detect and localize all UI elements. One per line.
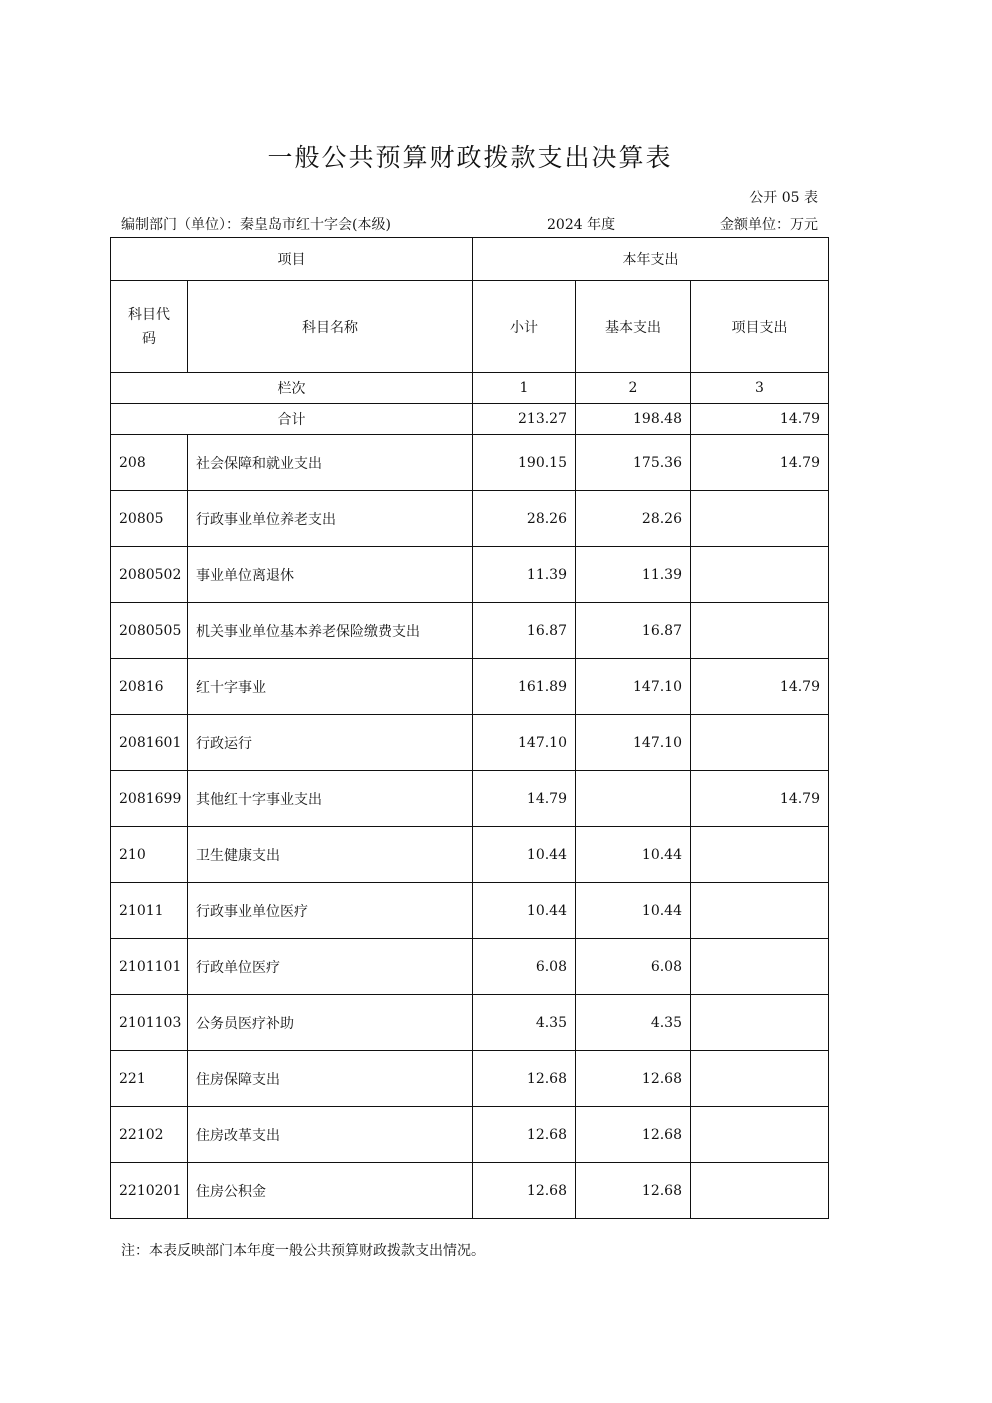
table-row	[111, 659, 829, 715]
row-subtotal: 190.15	[473, 435, 576, 491]
row-project: 14.79	[691, 771, 829, 827]
row-code: 22102	[111, 1107, 188, 1163]
row-project	[691, 883, 829, 939]
row-name: 社会保障和就业支出	[188, 435, 473, 491]
header-project: 项目	[111, 238, 473, 281]
row-name: 公务员医疗补助	[188, 995, 473, 1051]
row-basic: 175.36	[576, 435, 691, 491]
table-row	[111, 995, 829, 1051]
row-code: 2080502	[111, 547, 188, 603]
row-name: 机关事业单位基本养老保险缴费支出	[188, 603, 473, 659]
table-row	[111, 547, 829, 603]
row-basic: 4.35	[576, 995, 691, 1051]
row-project	[691, 547, 829, 603]
table-row	[111, 491, 829, 547]
meta-line	[121, 214, 818, 234]
header-subtotal: 小计	[473, 281, 576, 373]
table-row	[111, 715, 829, 771]
footnote: 注：本表反映部门本年度一般公共预算财政拨款支出情况。	[121, 1243, 485, 1259]
column-index-row	[111, 373, 829, 404]
row-name: 事业单位离退休	[188, 547, 473, 603]
row-basic: 147.10	[576, 715, 691, 771]
total-project: 14.79	[691, 404, 829, 435]
row-code: 2101101	[111, 939, 188, 995]
row-subtotal: 4.35	[473, 995, 576, 1051]
table-row	[111, 883, 829, 939]
col-index-label: 栏次	[111, 373, 473, 404]
row-basic	[576, 771, 691, 827]
row-project: 14.79	[691, 435, 829, 491]
table-row	[111, 1051, 829, 1107]
header-project-exp: 项目支出	[691, 281, 829, 373]
expenditure-table	[110, 237, 829, 1219]
header-basic: 基本支出	[576, 281, 691, 373]
row-name: 行政事业单位医疗	[188, 883, 473, 939]
row-project: 14.79	[691, 659, 829, 715]
row-subtotal: 10.44	[473, 827, 576, 883]
header-code	[111, 281, 188, 373]
row-code: 21011	[111, 883, 188, 939]
total-subtotal: 213.27	[473, 404, 576, 435]
row-project	[691, 939, 829, 995]
row-project	[691, 827, 829, 883]
row-name: 住房保障支出	[188, 1051, 473, 1107]
row-code: 2210201	[111, 1163, 188, 1219]
row-code: 2101103	[111, 995, 188, 1051]
row-name: 住房公积金	[188, 1163, 473, 1219]
table-row	[111, 771, 829, 827]
row-code: 2080505	[111, 603, 188, 659]
row-code: 210	[111, 827, 188, 883]
form-number: 公开 05 表	[749, 190, 818, 206]
total-label: 合计	[111, 404, 473, 435]
total-basic: 198.48	[576, 404, 691, 435]
row-project	[691, 491, 829, 547]
row-basic: 10.44	[576, 883, 691, 939]
row-project	[691, 603, 829, 659]
header-row-2	[111, 281, 829, 373]
row-basic: 6.08	[576, 939, 691, 995]
header-name: 科目名称	[188, 281, 473, 373]
row-project	[691, 995, 829, 1051]
header-current-year: 本年支出	[473, 238, 829, 281]
money-unit: 金额单位：万元	[720, 217, 818, 233]
row-basic: 12.68	[576, 1163, 691, 1219]
table-row	[111, 603, 829, 659]
row-subtotal: 147.10	[473, 715, 576, 771]
table-row	[111, 1107, 829, 1163]
row-name: 其他红十字事业支出	[188, 771, 473, 827]
row-subtotal: 11.39	[473, 547, 576, 603]
header-code-text: 科目代码	[128, 306, 170, 347]
col-index-3: 3	[691, 373, 829, 404]
col-index-2: 2	[576, 373, 691, 404]
row-project	[691, 1051, 829, 1107]
row-project	[691, 1107, 829, 1163]
row-subtotal: 16.87	[473, 603, 576, 659]
row-subtotal: 12.68	[473, 1051, 576, 1107]
row-code: 20816	[111, 659, 188, 715]
page-title: 一般公共预算财政拨款支出决算表	[267, 143, 673, 172]
row-subtotal: 28.26	[473, 491, 576, 547]
row-subtotal: 12.68	[473, 1163, 576, 1219]
row-name: 红十字事业	[188, 659, 473, 715]
row-project	[691, 1163, 829, 1219]
row-code: 20805	[111, 491, 188, 547]
row-code: 2081699	[111, 771, 188, 827]
col-index-1: 1	[473, 373, 576, 404]
row-name: 住房改革支出	[188, 1107, 473, 1163]
table-row	[111, 939, 829, 995]
table-row	[111, 435, 829, 491]
row-basic: 28.26	[576, 491, 691, 547]
compiling-unit: 编制部门（单位）：秦皇岛市红十字会(本级)	[121, 217, 391, 233]
row-code: 208	[111, 435, 188, 491]
row-name: 行政单位医疗	[188, 939, 473, 995]
fiscal-year: 2024 年度	[547, 217, 616, 233]
row-code: 2081601	[111, 715, 188, 771]
row-name: 行政运行	[188, 715, 473, 771]
row-subtotal: 10.44	[473, 883, 576, 939]
row-basic: 12.68	[576, 1107, 691, 1163]
total-row	[111, 404, 829, 435]
header-row-1	[111, 238, 829, 281]
row-subtotal: 6.08	[473, 939, 576, 995]
row-basic: 11.39	[576, 547, 691, 603]
row-basic: 12.68	[576, 1051, 691, 1107]
row-subtotal: 161.89	[473, 659, 576, 715]
table-row	[111, 827, 829, 883]
row-code: 221	[111, 1051, 188, 1107]
row-name: 行政事业单位养老支出	[188, 491, 473, 547]
row-project	[691, 715, 829, 771]
row-subtotal: 14.79	[473, 771, 576, 827]
row-basic: 16.87	[576, 603, 691, 659]
row-basic: 10.44	[576, 827, 691, 883]
row-name: 卫生健康支出	[188, 827, 473, 883]
table-row	[111, 1163, 829, 1219]
row-basic: 147.10	[576, 659, 691, 715]
row-subtotal: 12.68	[473, 1107, 576, 1163]
